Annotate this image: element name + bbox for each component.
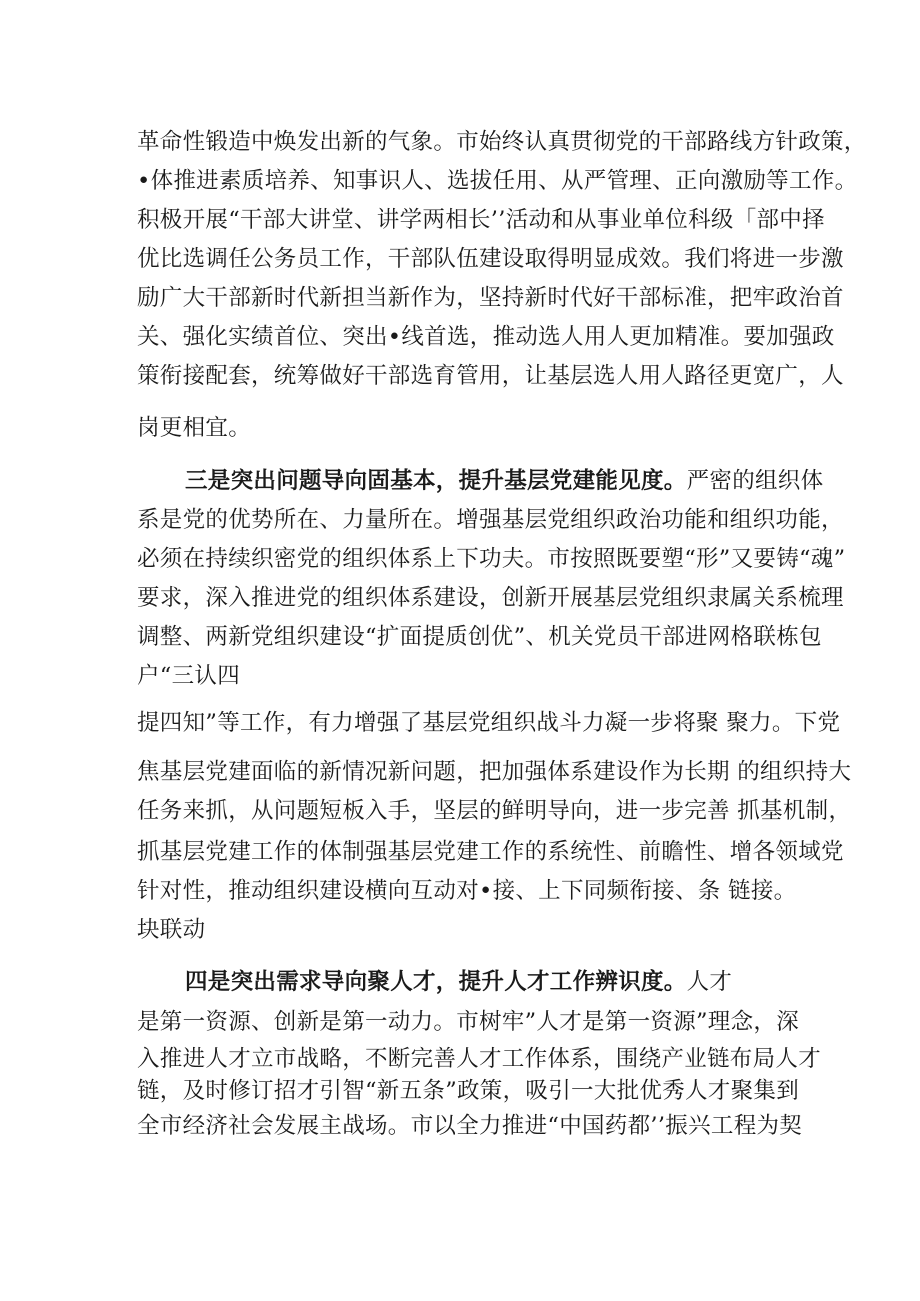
p1-line-2: •体推进素质培养、知事识人、选拔任用、从严管理、正向激励等工作。 (137, 168, 858, 194)
p2-heading-line (185, 466, 824, 496)
p2-line-3: 要求，深入推进党的组织体系建设，创新开展基层党组织隶属关系梳理 (137, 585, 844, 611)
p1-line-3: 积极开展“干部大讲堂、讲学两相长’’活动和从事业单位科级「部中择 (137, 207, 825, 233)
p2-line-6: 提四知”等工作，有力增强了基层党组织战斗力凝一步将聚 聚力。下党 (137, 710, 841, 736)
p2-line-7: 焦基层党建面临的新情况新问题，把加强体系建设作为长期 的组织持大 (137, 759, 852, 785)
p3-line-1: 是第一资源、创新是第一动力。市树牢”人才是第一资源”理念，深 (137, 1009, 800, 1035)
p2-line-10: 针对性，推动组织建设横向互动对•接、上下同频衔接、条 链接。 (137, 878, 797, 904)
p2-heading: 三是突出问题导向固基本，提升基层党建能见度。 (185, 468, 687, 494)
p3-heading: 四是突出需求导向聚人才，提升人才工作辨识度。 (185, 969, 687, 995)
p2-line-1: 系是党的优势所在、力量所在。增强基层党组织政治功能和组织功能， (137, 507, 844, 533)
p1-line-8: 岗更相宜。 (137, 415, 252, 441)
p2-line-4: 调整、两新党组织建设“扩面提质创优”、机关党员干部进网格联栋包 (137, 624, 822, 650)
p3-line-2: 入推进人才立市战略，不断完善人才工作体系，围绕产业链布局人才 (137, 1046, 822, 1072)
p1-line-1: 革命性锻造中焕发出新的气象。市始终认真贯彻党的干部路线方针政策， (137, 129, 867, 155)
p2-line-5: 户“三认四 (137, 663, 241, 689)
p1-line-7: 策衔接配套，统筹做好干部选育管用，让基层选人用人路径更宽广，人 (137, 363, 844, 389)
p3-line-3: 链，及时修订招才引智“新五条”政策，吸引一大批优秀人才聚集到 (137, 1078, 800, 1104)
p3-heading-tail: 人才 (686, 969, 733, 995)
p2-line-2: 必须在持续织密党的组织体系上下功夫。市按照既要塑“形”又要铸“魂” (137, 546, 846, 572)
p1-line-6: 关、强化实绩首位、突出•线首选，推动选人用人更加精准。要加强政 (137, 324, 835, 350)
p3-line-4: 全市经济社会发展主战场。市以全力推进“中国药都’’振兴工程为契 (137, 1113, 803, 1139)
p3-heading-line (185, 967, 787, 997)
p2-line-8: 任务来抓，从问题短板入手，坚层的鲜明导向，进一步完善 抓基机制， (137, 798, 852, 824)
p2-heading-tail: 严密的组织体 (686, 468, 824, 494)
p1-line-4: 优比选调任公务员工作，干部队伍建设取得明显成效。我们将进一步激 (137, 246, 844, 272)
p2-line-11: 块联动 (137, 917, 206, 943)
p1-line-5: 励广大干部新时代新担当新作为，坚持新时代好干部标准，把牢政治首 (137, 285, 844, 311)
p2-line-9: 抓基层党建工作的体制强基层党建工作的系统性、前瞻性、增各领域党 (137, 839, 844, 865)
